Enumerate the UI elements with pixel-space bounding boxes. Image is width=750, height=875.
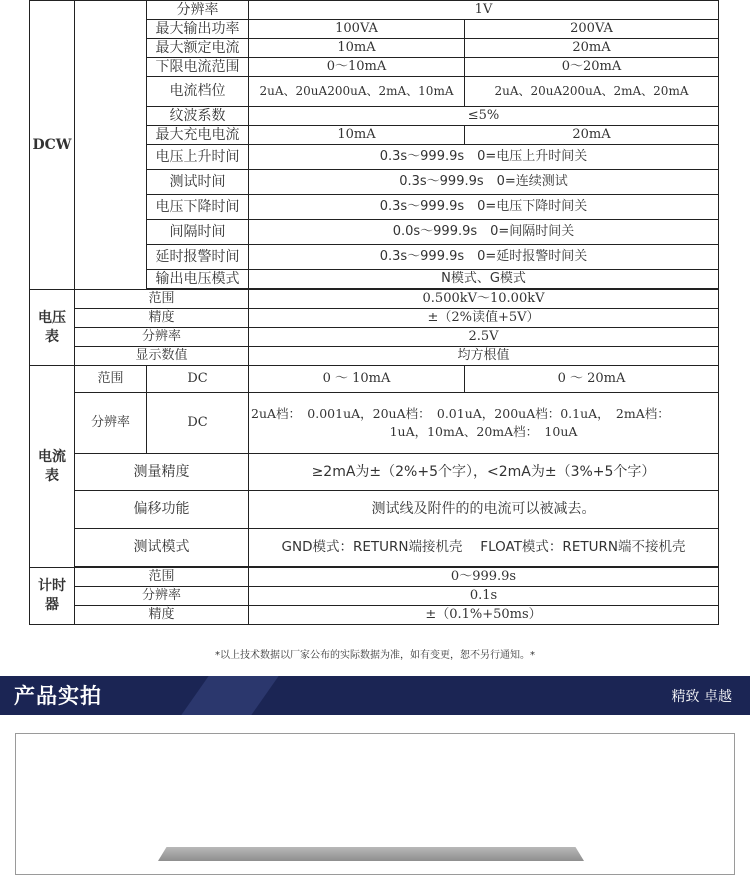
voltmeter-accuracy-label: 精度 <box>75 309 249 328</box>
timer-accuracy-value: ±（0.1%+50ms） <box>249 606 719 625</box>
table-row <box>30 491 719 529</box>
max-charge-current-b: 20mA <box>465 126 719 145</box>
dcw-resolution-label: 分辨率 <box>147 1 249 20</box>
voltmeter-display-value: 均方根值 <box>249 347 719 366</box>
voltmeter-accuracy-value: ±（2%读值+5V） <box>249 309 719 328</box>
dcw-resolution-value: 1V <box>249 1 719 20</box>
current-range-a: 2uA、20uA200uA、2mA、10mA <box>249 77 465 107</box>
voltmeter-resolution-label: 分辨率 <box>75 328 249 347</box>
dcw-spacer <box>75 1 147 290</box>
dcw-group-label: DCW <box>30 1 75 290</box>
table-row <box>30 606 719 625</box>
ammeter-accuracy-value: ≥2mA为±（2%+5个字），<2mA为±（3%+5个字） <box>249 454 719 491</box>
current-range-b: 2uA、20uA200uA、2mA、20mA <box>465 77 719 107</box>
table-row <box>30 393 719 454</box>
ammeter-range-b: 0 ～ 20mA <box>465 366 719 393</box>
output-mode-value: N模式、G模式 <box>249 270 719 289</box>
timer-resolution-value: 0.1s <box>249 587 719 606</box>
timer-group-label: 计时器 <box>30 568 75 625</box>
ripple-value: ≤5% <box>249 107 719 126</box>
timer-range-label: 范围 <box>75 568 249 587</box>
table-row <box>30 1 719 20</box>
delay-alarm-time-value: 0.3s～999.9s 0=延时报警时间关 <box>249 245 719 270</box>
ammeter-resolution-value <box>249 393 719 454</box>
max-output-power-a: 100VA <box>249 20 465 39</box>
ammeter-range-sub: DC <box>147 366 249 393</box>
ammeter-test-mode-value: GND模式：RETURN端接机壳 FLOAT模式：RETURN端不接机壳 <box>249 529 719 567</box>
table-row <box>30 366 719 393</box>
voltage-rise-time-value: 0.3s～999.9s 0=电压上升时间关 <box>249 145 719 170</box>
test-time-label: 测试时间 <box>147 170 249 195</box>
ammeter-resolution-label: 分辨率 <box>75 393 147 454</box>
ammeter-group-label: 电流表 <box>30 366 75 568</box>
table-row <box>30 290 719 309</box>
ammeter-accuracy-label: 测量精度 <box>75 454 249 491</box>
ammeter-offset-value: 测试线及附件的的电流可以被减去。 <box>249 491 719 529</box>
banner-title: 产品实拍 <box>14 684 102 708</box>
voltmeter-range-value: 0.500kV～10.00kV <box>249 290 719 309</box>
spec-table <box>29 0 719 625</box>
delay-alarm-time-label: 延时报警时间 <box>147 245 249 270</box>
voltage-fall-time-value: 0.3s～999.9s 0=电压下降时间关 <box>249 195 719 220</box>
timer-range-value: 0～999.9s <box>249 568 719 587</box>
max-output-power-label: 最大输出功率 <box>147 20 249 39</box>
timer-accuracy-label: 精度 <box>75 606 249 625</box>
current-range-label: 电流档位 <box>147 77 249 107</box>
section-banner <box>0 676 750 715</box>
lower-limit-range-a: 0～10mA <box>249 58 465 77</box>
interval-time-value: 0.0s～999.9s 0=间隔时间关 <box>249 220 719 245</box>
max-charge-current-a: 10mA <box>249 126 465 145</box>
max-rated-current-label: 最大额定电流 <box>147 39 249 58</box>
ammeter-range-a: 0 ～ 10mA <box>249 366 465 393</box>
voltage-fall-time-label: 电压下降时间 <box>147 195 249 220</box>
banner-slogan: 精致 卓越 <box>671 689 732 705</box>
ammeter-offset-label: 偏移功能 <box>75 491 249 529</box>
output-mode-label: 输出电压模式 <box>147 270 249 289</box>
max-charge-current-label: 最大充电电流 <box>147 126 249 145</box>
max-rated-current-a: 10mA <box>249 39 465 58</box>
max-output-power-b: 200VA <box>465 20 719 39</box>
voltmeter-range-label: 范围 <box>75 290 249 309</box>
footnote: *以上技术数据以厂家公布的实际数据为准，如有变更，恕不另行通知。* <box>215 650 535 661</box>
ammeter-test-mode-label: 测试模式 <box>75 529 249 567</box>
ammeter-resolution-sub: DC <box>147 393 249 454</box>
table-row <box>30 587 719 606</box>
ammeter-resolution-line1: 2uA档： 0.001uA，20uA档： 0.01uA，200uA档：0.1uA， 2mA档： <box>251 405 670 421</box>
lower-limit-range-b: 0～20mA <box>465 58 719 77</box>
timer-resolution-label: 分辨率 <box>75 587 249 606</box>
voltmeter-group-label: 电压表 <box>30 290 75 366</box>
voltmeter-resolution-value: 2.5V <box>249 328 719 347</box>
interval-time-label: 间隔时间 <box>147 220 249 245</box>
test-time-value: 0.3s～999.9s 0=连续测试 <box>249 170 719 195</box>
voltage-rise-time-label: 电压上升时间 <box>147 145 249 170</box>
max-rated-current-b: 20mA <box>465 39 719 58</box>
ammeter-range-label: 范围 <box>75 366 147 393</box>
table-row <box>30 347 719 366</box>
table-row <box>30 529 719 567</box>
banner-accent <box>181 676 278 715</box>
voltmeter-display-label: 显示数值 <box>75 347 249 366</box>
table-row <box>30 454 719 491</box>
table-row <box>30 328 719 347</box>
table-row <box>30 568 719 587</box>
product-device-image <box>158 847 584 861</box>
ripple-label: 纹波系数 <box>147 107 249 126</box>
table-row <box>30 309 719 328</box>
ammeter-resolution-line2: 1uA，10mA、20mA档： 10uA <box>389 424 578 439</box>
lower-limit-range-label: 下限电流范围 <box>147 58 249 77</box>
